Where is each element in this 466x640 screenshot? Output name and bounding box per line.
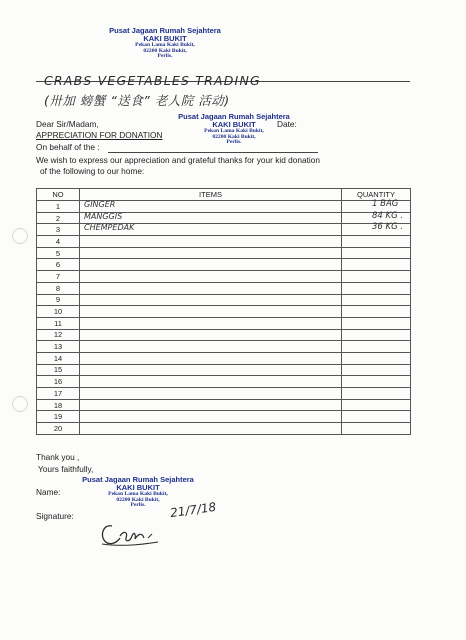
row-quantity-cell (342, 224, 411, 236)
row-number: 15 (37, 364, 80, 376)
row-number: 14 (37, 352, 80, 364)
stamp-addr2: 02200 Kaki Bukit, (116, 496, 160, 503)
table-row (37, 247, 411, 259)
stamp-sub: KAKI BUKIT (212, 119, 256, 129)
row-quantity-cell (342, 411, 411, 423)
row-quantity-cell (342, 282, 411, 294)
row-quantity-cell (342, 271, 411, 283)
signed-date: 21/7/18 (169, 499, 218, 521)
date-label: Date: (277, 119, 297, 129)
table-row (37, 201, 411, 213)
row-item-cell (80, 352, 342, 364)
row-item-cell (80, 247, 342, 259)
row-item-cell (80, 364, 342, 376)
row-item-cell (80, 423, 342, 435)
row-item-cell (80, 306, 342, 318)
table-row (37, 411, 411, 423)
table-row (37, 352, 411, 364)
stamp-org: Pusat Jagaan Rumah Sejahtera (82, 475, 194, 484)
handwritten-signature (98, 516, 162, 550)
donor-event-handwritten: (卅加 螃蟹 “送食” 老人院 活动) (44, 93, 230, 108)
header-no: NO (37, 189, 80, 201)
name-label: Name: (36, 487, 61, 497)
signature-label: Signature: (36, 511, 74, 521)
table-row (37, 271, 411, 283)
row-number: 10 (37, 306, 80, 318)
row-number: 7 (37, 271, 80, 283)
table-row (37, 282, 411, 294)
table-row (37, 423, 411, 435)
table-row (37, 364, 411, 376)
row-quantity-cell (342, 306, 411, 318)
row-number: 11 (37, 317, 80, 329)
row-item-handwritten: GINGER (84, 200, 116, 209)
table-row (37, 259, 411, 271)
table-header-row (37, 189, 411, 201)
stamp-org: Pusat Jagaan Rumah Sejahtera (178, 112, 290, 121)
table-row (37, 399, 411, 411)
donation-items-table (36, 188, 411, 435)
row-quantity-cell (342, 399, 411, 411)
table-row (37, 376, 411, 388)
row-quantity-handwritten: 36 KG . (372, 222, 404, 233)
row-item-cell (80, 259, 342, 271)
row-item-cell (80, 329, 342, 341)
table-row (37, 317, 411, 329)
row-item-cell (80, 294, 342, 306)
row-quantity-cell (342, 236, 411, 248)
row-number: 6 (37, 259, 80, 271)
row-number: 17 (37, 388, 80, 400)
row-number: 3 (37, 224, 80, 236)
row-number: 20 (37, 423, 80, 435)
row-quantity-cell (342, 352, 411, 364)
row-number: 1 (37, 201, 80, 213)
row-item-cell (80, 271, 342, 283)
row-quantity-cell (342, 388, 411, 400)
row-number: 2 (37, 212, 80, 224)
body-line-2: of the following to our home: (40, 166, 145, 176)
mid-stamp (168, 113, 300, 146)
stamp-addr2: 02200 Kaki Bukit, (143, 47, 187, 54)
stamp-org: Pusat Jagaan Rumah Sejahtera (109, 26, 221, 35)
row-quantity-cell (342, 294, 411, 306)
row-number: 8 (37, 282, 80, 294)
row-quantity-cell (342, 376, 411, 388)
salutation: Dear Sir/Madam, (36, 119, 99, 129)
table-row (37, 329, 411, 341)
stamp-addr3: Perlis. (157, 53, 173, 60)
row-item-handwritten: MANGGIS (84, 211, 123, 221)
row-item-cell (80, 376, 342, 388)
on-behalf-label: On behalf of the : (36, 142, 100, 152)
row-number: 12 (37, 329, 80, 341)
stamp-addr1: Pekan Lama Kaki Bukit, (135, 41, 195, 48)
row-item-cell (80, 317, 342, 329)
row-quantity-cell (342, 317, 411, 329)
stamp-sub: KAKI BUKIT (116, 482, 160, 492)
table-row (37, 306, 411, 318)
row-quantity-cell (342, 423, 411, 435)
table-row (37, 341, 411, 353)
punch-hole-top (12, 228, 28, 244)
body-line-1: We wish to express our appreciation and grateful thanks for your kid donation (36, 155, 320, 165)
row-item-cell (80, 411, 342, 423)
yours-faithfully: Yours faithfully, (38, 464, 94, 474)
stamp-addr1: Pekan Lama Kaki Bukit, (204, 127, 264, 134)
table-row (37, 236, 411, 248)
row-quantity-cell (342, 341, 411, 353)
row-number: 16 (37, 376, 80, 388)
row-number: 9 (37, 294, 80, 306)
table-row (37, 224, 411, 236)
donor-name-handwritten: CRABS VEGETABLES TRADING (44, 73, 261, 88)
stamp-sub: KAKI BUKIT (143, 33, 187, 43)
row-number: 4 (37, 236, 80, 248)
row-item-cell (80, 212, 342, 224)
row-number: 13 (37, 341, 80, 353)
table-row (37, 294, 411, 306)
row-quantity-cell (342, 364, 411, 376)
on-behalf-line (108, 152, 318, 153)
row-quantity-cell (342, 247, 411, 259)
stamp-addr3: Perlis. (226, 139, 242, 146)
row-item-cell (80, 399, 342, 411)
table-row (37, 388, 411, 400)
stamp-addr3: Perlis. (130, 502, 146, 509)
table-row (37, 212, 411, 224)
row-item-cell (80, 224, 342, 236)
row-quantity-cell (342, 329, 411, 341)
row-item-cell (80, 201, 342, 213)
header-stamp (98, 27, 232, 60)
header-quantity: QUANTITY (342, 189, 411, 201)
thank-you: Thank you , (36, 452, 80, 462)
subject-line: APPRECIATION FOR DONATION (36, 130, 163, 140)
row-number: 19 (37, 411, 80, 423)
punch-hole-bottom (12, 396, 28, 412)
header-items: ITEMS (80, 189, 342, 201)
row-item-cell (80, 388, 342, 400)
row-item-handwritten: CHEMPEDAK (84, 223, 135, 233)
row-quantity-cell (342, 259, 411, 271)
stamp-addr2: 02200 Kaki Bukit, (212, 133, 256, 140)
row-quantity-handwritten: 1 BAG (372, 199, 399, 209)
row-item-cell (80, 341, 342, 353)
row-quantity-handwritten: 84 KG . (372, 210, 404, 221)
row-number: 5 (37, 247, 80, 259)
stamp-addr1: Pekan Lama Kaki Bukit, (108, 490, 168, 497)
row-item-cell (80, 236, 342, 248)
row-item-cell (80, 282, 342, 294)
row-number: 18 (37, 399, 80, 411)
